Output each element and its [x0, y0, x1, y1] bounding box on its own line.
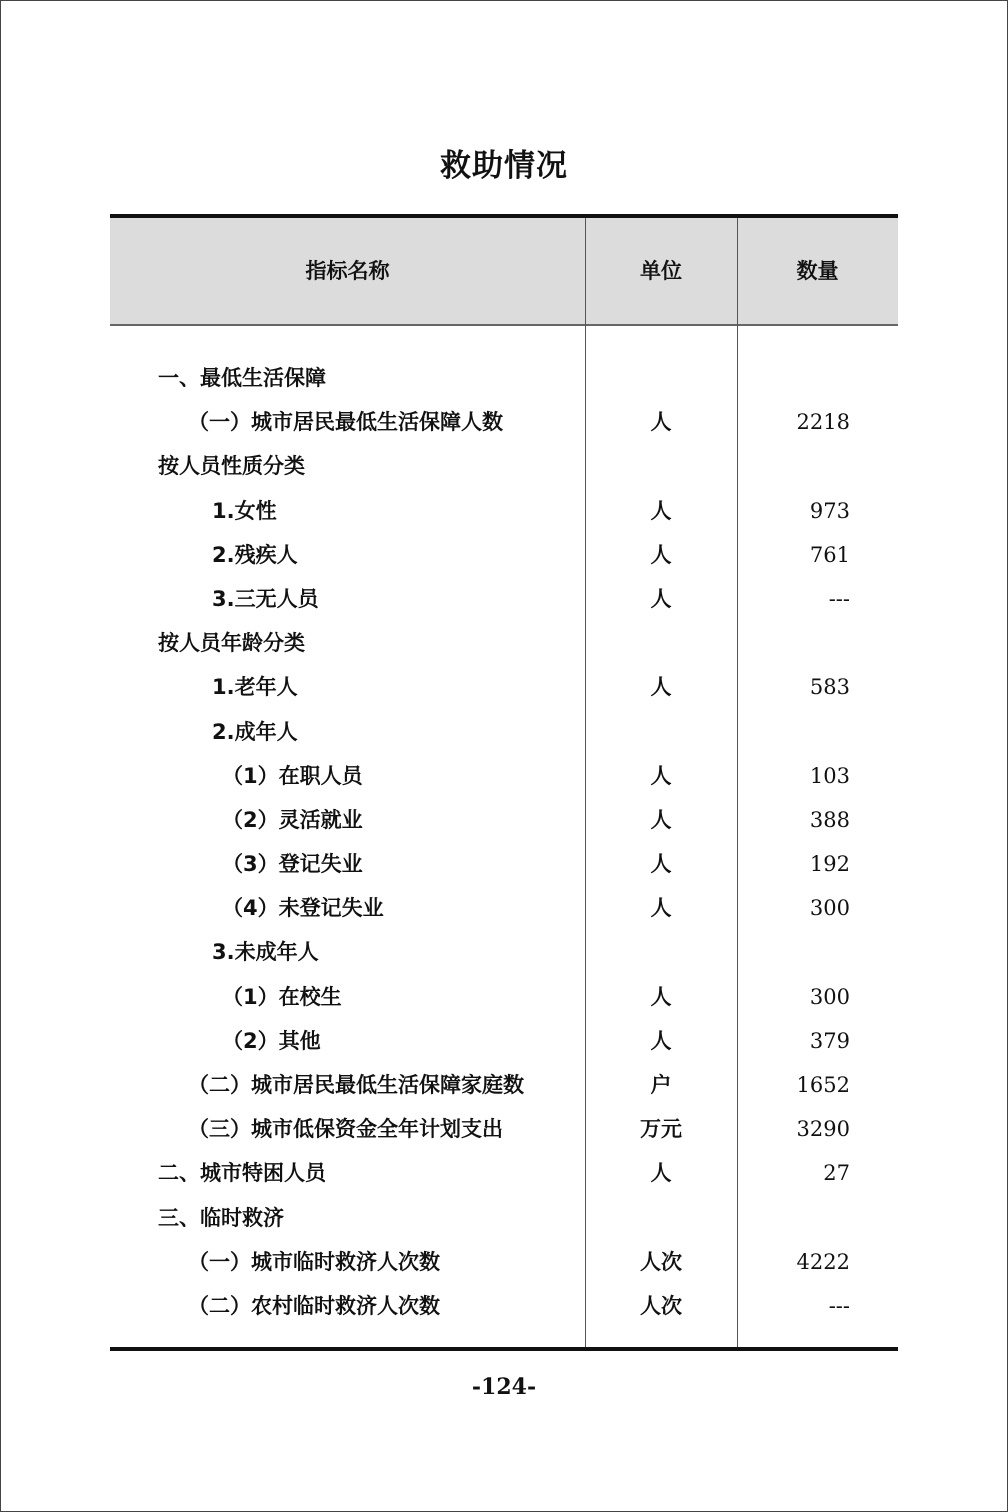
- table-row: [110, 444, 898, 488]
- table-row: [110, 533, 898, 577]
- row-value: ---: [828, 1293, 850, 1318]
- row-name: 1.老年人: [212, 675, 298, 700]
- page-title: 救助情况: [440, 148, 568, 184]
- header-name: 指标名称: [305, 259, 390, 283]
- table-row: [110, 356, 898, 400]
- table-row: [110, 621, 898, 665]
- row-unit: 人: [650, 410, 672, 435]
- table-row: [110, 489, 898, 533]
- table-row: [110, 400, 898, 444]
- table-row: [110, 1240, 898, 1284]
- table-row: [110, 1063, 898, 1107]
- row-name: 3.三无人员: [212, 586, 319, 611]
- row-name: 三、临时救济: [158, 1205, 284, 1230]
- row-value: 583: [809, 675, 850, 700]
- row-name: 二、城市特困人员: [158, 1161, 326, 1186]
- page-number: -124-: [471, 1374, 537, 1400]
- row-unit: 人: [650, 586, 672, 611]
- row-unit: 人: [650, 896, 672, 921]
- row-name: 按人员性质分类: [158, 454, 305, 479]
- table-row: [110, 798, 898, 842]
- row-name: （1）在校生: [222, 984, 342, 1009]
- row-unit: 人: [650, 498, 672, 523]
- row-value: 379: [809, 1028, 850, 1053]
- row-name: （1）在职人员: [222, 763, 363, 788]
- table-row: [110, 930, 898, 974]
- header-unit: 单位: [640, 259, 682, 283]
- row-value: 192: [809, 852, 850, 877]
- row-name: （3）登记失业: [222, 852, 363, 877]
- row-value: 300: [809, 896, 850, 921]
- row-name: （三）城市低保资金全年计划支出: [188, 1117, 503, 1142]
- row-name: （一）城市居民最低生活保障人数: [188, 410, 503, 435]
- row-unit: 人: [650, 675, 672, 700]
- row-unit: 人: [650, 542, 672, 567]
- row-name: （一）城市临时救济人次数: [188, 1249, 440, 1274]
- table-row: [110, 577, 898, 621]
- row-value: ---: [828, 586, 850, 611]
- table-row: [110, 1151, 898, 1195]
- row-name: （2）灵活就业: [222, 807, 363, 832]
- table-body: [110, 356, 898, 1328]
- row-value: 3290: [796, 1117, 850, 1142]
- row-unit: 人: [650, 763, 672, 788]
- row-value: 761: [809, 542, 850, 567]
- table-row: [110, 1196, 898, 1240]
- row-unit: 户: [650, 1073, 672, 1097]
- row-unit: 人: [650, 1161, 672, 1186]
- row-value: 2218: [796, 410, 850, 435]
- statistics-table: [110, 214, 898, 1351]
- row-name: 2.残疾人: [212, 542, 298, 567]
- table-row: [110, 1019, 898, 1063]
- row-value: 103: [809, 763, 850, 788]
- table-row: [110, 1284, 898, 1328]
- row-value: 27: [823, 1161, 850, 1186]
- table-row: [110, 754, 898, 798]
- row-unit: 人: [650, 984, 672, 1009]
- row-unit: 人次: [640, 1293, 682, 1318]
- row-unit: 人: [650, 852, 672, 877]
- row-value: 4222: [796, 1249, 850, 1274]
- row-unit: 人: [650, 807, 672, 832]
- table-header: [110, 218, 898, 326]
- row-name: 按人员年龄分类: [158, 631, 305, 656]
- row-value: 388: [809, 807, 850, 832]
- row-name: 1.女性: [212, 498, 277, 523]
- row-value: 973: [809, 498, 850, 523]
- row-name: （2）其他: [222, 1028, 321, 1053]
- row-unit: 人: [650, 1028, 672, 1053]
- row-name: 2.成年人: [212, 719, 298, 744]
- header-quantity: 数量: [796, 259, 839, 283]
- row-value: 300: [809, 984, 850, 1009]
- table-row: [110, 842, 898, 886]
- table-row: [110, 710, 898, 754]
- row-name: 3.未成年人: [212, 940, 319, 965]
- row-value: 1652: [796, 1073, 850, 1097]
- row-unit: 万元: [640, 1117, 682, 1142]
- row-name: 一、最低生活保障: [158, 366, 326, 390]
- table-row: [110, 975, 898, 1019]
- row-name: （二）城市居民最低生活保障家庭数: [188, 1073, 524, 1097]
- row-name: （二）农村临时救济人次数: [188, 1293, 440, 1318]
- row-unit: 人次: [640, 1249, 682, 1274]
- table-row: [110, 886, 898, 930]
- table-row: [110, 665, 898, 709]
- row-name: （4）未登记失业: [222, 896, 384, 921]
- table-row: [110, 1107, 898, 1151]
